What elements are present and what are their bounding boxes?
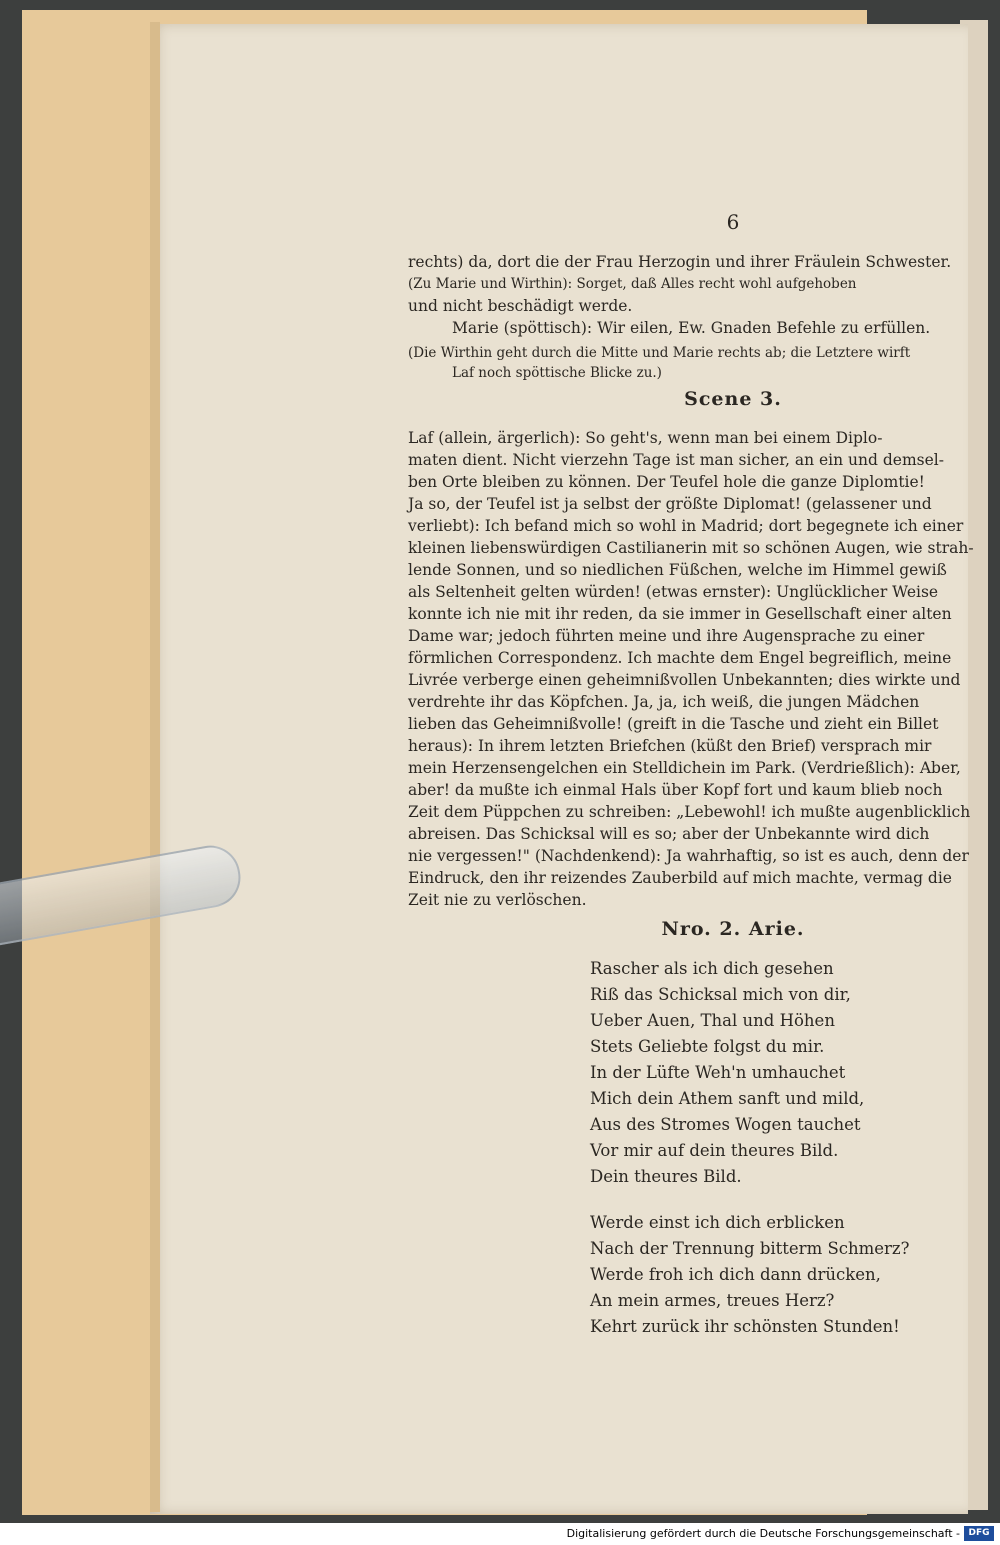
book-page xyxy=(150,24,974,1514)
text-line: verliebt): Ich befand mich so wohl in Madrid; dort begegnete ich einer xyxy=(408,517,964,535)
text-line: und nicht beschädigt werde. xyxy=(408,297,633,315)
text-line: ben Orte bleiben zu können. Der Teufel hole die ganze Diplomtie! xyxy=(408,473,925,491)
stage-direction: (Die Wirthin geht durch die Mitte und Marie rechts ab; die Letztere wirft xyxy=(408,345,911,361)
footer-bar xyxy=(0,1523,1000,1545)
verse-line: Mich dein Athem sanft und mild, xyxy=(590,1089,865,1108)
text-line: rechts) da, dort die der Frau Herzogin und ihrer Fräulein Schwester. xyxy=(408,253,952,271)
text-line: nie vergessen!" (Nachdenkend): Ja wahrhaftig, so ist es auch, denn der xyxy=(408,847,969,865)
verse-line: Nach der Trennung bitterm Schmerz? xyxy=(590,1239,910,1258)
text-line: förmlichen Correspondenz. Ich machte dem Engel begreiflich, meine xyxy=(408,649,952,667)
text-line: abreisen. Das Schicksal will es so; aber der Unbekannte wird dich xyxy=(408,825,930,843)
text-line: Laf (allein, ärgerlich): So geht's, wenn man bei einem Diplo- xyxy=(408,429,883,447)
page-number: 6 xyxy=(726,210,740,234)
text-line: verdrehte ihr das Köpfchen. Ja, ja, ich weiß, die jungen Mädchen xyxy=(408,693,920,711)
verse-line: Dein theures Bild. xyxy=(590,1167,742,1186)
text-line: Ja so, der Teufel ist ja selbst der größte Diplomat! (gelassener und xyxy=(408,495,932,513)
verse-line: Kehrt zurück ihr schönsten Stunden! xyxy=(590,1317,900,1336)
text-line: aber! da mußte ich einmal Hals über Kopf fort und kaum blieb noch xyxy=(408,781,943,799)
stage-direction: Laf noch spöttische Blicke zu.) xyxy=(452,365,662,381)
verse-line: Riß das Schicksal mich von dir, xyxy=(590,985,851,1004)
text-line: Dame war; jedoch führten meine und ihre Augensprache zu einer xyxy=(408,627,925,645)
verse-line: In der Lüfte Weh'n umhauchet xyxy=(590,1063,846,1082)
verse-line: Werde froh ich dich dann drücken, xyxy=(590,1265,881,1284)
verse-line: Vor mir auf dein theures Bild. xyxy=(590,1141,839,1160)
text-line: kleinen liebenswürdigen Castilianerin mit so schönen Augen, wie strah- xyxy=(408,539,974,557)
verse-line: Rascher als ich dich gesehen xyxy=(590,959,834,978)
text-line: (Zu Marie und Wirthin): Sorget, daß Alles recht wohl aufgehoben xyxy=(408,276,857,292)
footer-credit: Digitalisierung gefördert durch die Deutsche Forschungsgemeinschaft - xyxy=(566,1527,960,1540)
text-line: lieben das Geheimnißvolle! (greift in die Tasche und zieht ein Billet xyxy=(408,715,939,733)
verse-line: An mein armes, treues Herz? xyxy=(590,1291,835,1310)
text-line: mein Herzensengelchen ein Stelldichein im Park. (Verdrießlich): Aber, xyxy=(408,759,961,777)
text-line: Livrée verberge einen geheimnißvollen Unbekannten; dies wirkte und xyxy=(408,671,961,689)
verse-line: Ueber Auen, Thal und Höhen xyxy=(590,1011,835,1030)
text-line: Zeit nie zu verlöschen. xyxy=(408,891,587,909)
aria-heading: Nro. 2. Arie. xyxy=(661,918,805,940)
text-line: als Seltenheit gelten würden! (etwas ernster): Unglücklicher Weise xyxy=(408,583,939,601)
verse-line: Stets Geliebte folgst du mir. xyxy=(590,1037,825,1056)
page-fold-edge xyxy=(150,22,160,1512)
dfg-logo: DFG xyxy=(964,1526,994,1541)
verse-line: Aus des Stromes Wogen tauchet xyxy=(590,1115,861,1134)
scene-heading: Scene 3. xyxy=(684,388,782,410)
text-line: maten dient. Nicht vierzehn Tage ist man sicher, an ein und demsel- xyxy=(408,451,944,469)
text-line: lende Sonnen, und so niedlichen Füßchen, welche im Himmel gewiß xyxy=(408,561,947,579)
verse-line: Werde einst ich dich erblicken xyxy=(590,1213,845,1232)
text-line: Zeit dem Püppchen zu schreiben: „Lebewohl! ich mußte augenblicklich xyxy=(408,803,971,821)
text-line: heraus): In ihrem letzten Briefchen (küßt den Brief) versprach mir xyxy=(408,737,932,755)
text-line: konnte ich nie mit ihr reden, da sie immer in Gesellschaft einer alten xyxy=(408,605,952,623)
text-line: Eindruck, den ihr reizendes Zauberbild auf mich machte, vermag die xyxy=(408,869,952,887)
text-line: Marie (spöttisch): Wir eilen, Ew. Gnaden Befehle zu erfüllen. xyxy=(452,319,931,337)
